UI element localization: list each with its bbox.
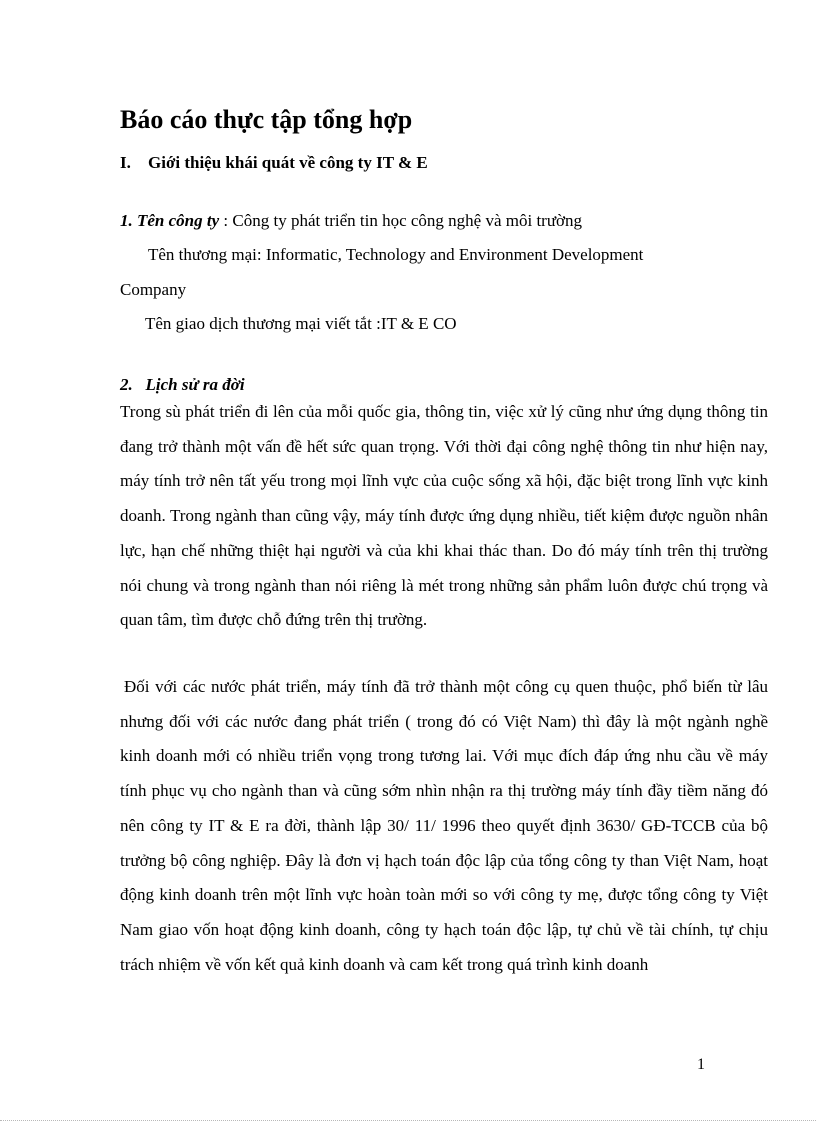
company-name-line [120,210,582,232]
company-separator: : [219,211,233,230]
history-heading: 2. Lịch sử ra đời [120,375,245,394]
document-title: Báo cáo thực tập tổng hợp [120,105,413,134]
abbreviated-name-line: Tên giao dịch thương mại viết tắt :IT & E CO [145,314,457,333]
trade-name-continuation: Company [120,280,187,299]
trade-name-line: Tên thương mại: Informatic, Technology and Environment Development [148,245,644,264]
section-heading [120,152,428,174]
history-paragraph-1: Trong sù phát triển đi lên của mỗi quốc gia, thông tin, việc xử lý cũng như ứng dụng thông tin đang trở thành một vấn đề hết sức quan trọng. Với thời đại công nghệ thông tin như hiện nay, máy tính trở nên tất yếu trong mọi lĩnh vực của cuộc sống xã hội, đặc biệt trong lĩnh vực kinh doanh. Trong ngành than cũng vậy, máy tính được ứng dụng nhiều, tiết kiệm được nguồn nhân lực, hạn chế những thiệt hại người và của khi khai thác than. Do đó máy tính trên thị trường nói chung và trong ngành than nói riêng là mét trong những sản phẩm luôn được chú trọng và quan tâm, tìm được chỗ đứng trên thị trường. [120,402,768,630]
section-number: I. [120,153,131,172]
company-name: Công ty phát triển tin học công nghệ và môi trường [232,211,583,230]
company-label: 1. Tên công ty [120,211,220,230]
section-heading-text: Giới thiệu khái quát về công ty IT & E [148,153,428,172]
history-paragraph-2: Đối với các nước phát triển, máy tính đã trở thành một công cụ quen thuộc, phổ biến từ lâu nhưng đối với các nước đang phát triển ( trong đó có Việt Nam) thì đây là một ngành nghề kinh doanh mới có nhiều triển vọng trong tương lai. Với mục đích đáp ứng nhu cầu về máy tính phục vụ cho ngành than và cũng sớm nhìn nhận ra thị trường máy tính đầy tiềm năng đó nên công ty IT & E ra đời, thành lập 30/ 11/ 1996 theo quyết định 3630/ GĐ-TCCB của bộ trưởng bộ công nghiệp. Đây là đơn vị hạch toán độc lập của tổng công ty than Việt Nam, hoạt động kinh doanh trên một lĩnh vực hoàn toàn mới so với công ty mẹ, được tổng công ty Việt Nam giao vốn hoạt động kinh doanh, công ty hạch toán độc lập, tự chủ về tài chính, tự chịu trách nhiệm về vốn kết quả kinh doanh và cam kết trong quá trình kinh doanh [120,677,768,974]
page-number: 1 [697,1056,705,1073]
page-bottom-divider [0,1120,816,1121]
